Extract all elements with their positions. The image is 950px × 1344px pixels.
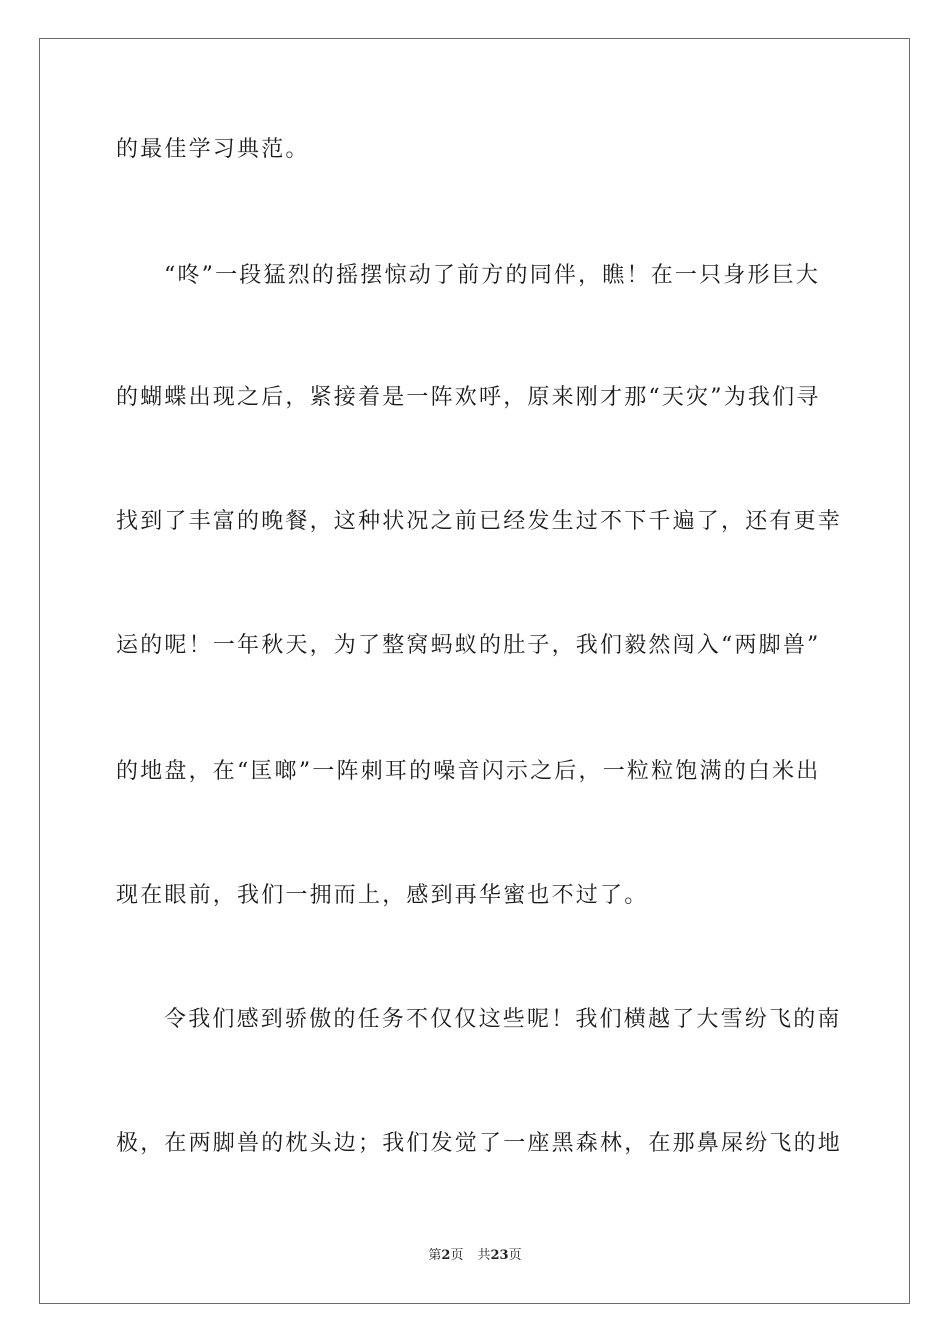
text-line-4: 找到了丰富的晚餐，这种状况之前已经发生过不下千遍了，还有更幸 (116, 509, 843, 534)
paragraph-start-line: “咚”一段猛烈的摇摆惊动了前方的同伴，瞧！在一只身形巨大 (164, 263, 821, 288)
text-line-1: 的最佳学习典范。 (116, 137, 310, 162)
total-pages: 23 (490, 1248, 509, 1263)
page-suffix: 页 (450, 1248, 464, 1263)
text-line-5: 运的呢！一年秋天，为了整窝蚂蚁的肚子，我们毅然闯入“两脚兽” (116, 633, 821, 658)
text-line-3: 的蝴蝶出现之后，紧接着是一阵欢呼，原来刚才那“天灾”为我们寻 (116, 385, 821, 410)
paragraph-start-line-2: 令我们感到骄傲的任务不仅仅这些呢！我们横越了大雪纷飞的南 (164, 1007, 842, 1032)
text-line-9: 极，在两脚兽的枕头边；我们发觉了一座黑森林，在那鼻屎纷飞的地 (116, 1131, 843, 1156)
page-footer (0, 1246, 950, 1266)
page-border (39, 38, 910, 1304)
page-prefix: 第 (428, 1248, 442, 1263)
text-line-6: 的地盘，在“匡啷”一阵刺耳的噪音闪示之后，一粒粒饱满的白米出 (116, 759, 821, 784)
page-number: 2 (441, 1248, 451, 1263)
total-prefix: 共 (477, 1248, 491, 1263)
total-suffix: 页 (508, 1248, 522, 1263)
text-line-7: 现在眼前，我们一拥而上，感到再华蜜也不过了。 (116, 883, 649, 908)
